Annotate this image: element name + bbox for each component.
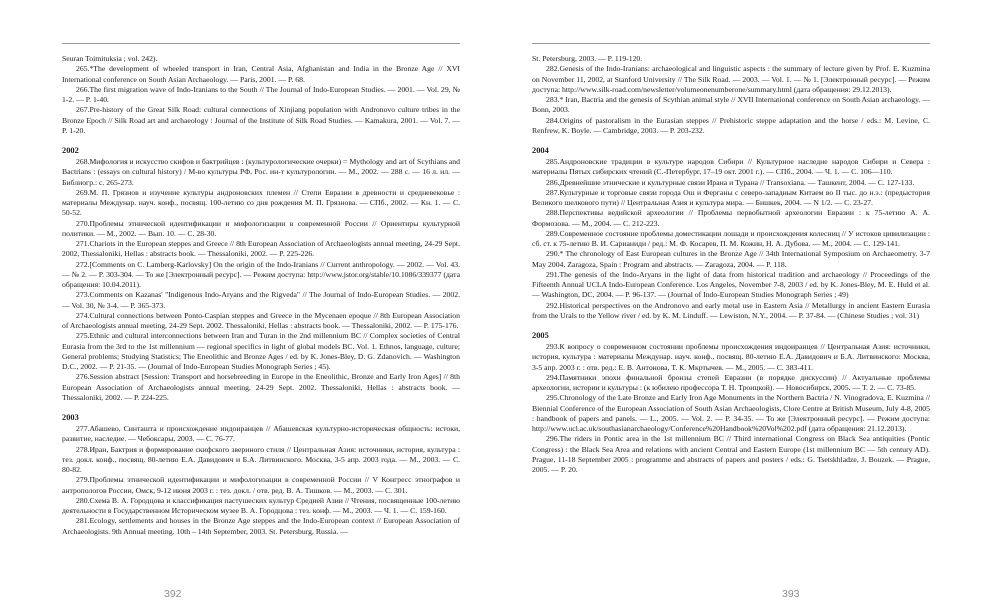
bibliography-entry: 273.Comments on Kazanas' "Indigenous Indo-Aryans and the Rigveda" // The Journal of Indo-European Studies. — 2002. — Vol. 30, № 3-4. — P. 365-373. (62, 290, 460, 310)
bibliography-entry: 290.* The chronology of East European cultures in the Bronze Age // 34th International Symposium on Archaeometry. 3-7 May 2004, Zaragoza, Spain : Program and abstracts. — Zaragoza, 2004. — P. 118. (532, 249, 930, 269)
bibliography-entry: 278.Иран, Бактрия и формирование скифского звериного стиля // Центральная Азия: источники, история, культура : тез. докл. конф., посвящ. 80-летию Е.А. Давидович и Б.А. Литвинского. Москва, 3-5 апр. 2003 года. — М., 2003. — С. 80-82. (62, 444, 460, 474)
bibliography-entry: 281.Ecology, settlements and houses in the Bronze Age steppes and the Indo-European context // European Association of Archaeologists. 9th Annual meeting. 10th – 14th September, 2003. St. Petersburg, Russia. — (62, 516, 460, 536)
bibliography-entry: 295.Chronology of the Late Bronze and Early Iron Age Monuments in the Northern Bactria / N. Vinogradova, E. Kuzmina // Biennial Conference of the European Association of South Asian Archaeologists, Clore Centre at British Museum, July 4-8, 2005 : handbook of papers and panels. — L., 2005. — Vol. 2. — P. 34-35. — То же [Электронный ресурс]. — Режим доступа: http://www.ucl.ac.uk/southasianarchaeology/Conference%20Handbook%20Vol%202.pdf (дата обращения: 21.12.2013). (532, 393, 930, 433)
bibliography-column (62, 54, 460, 537)
bibliography-entry: 292.Historical perspectives on the Andronovo and early metal use in Eastern Asia // Metallurgy in ancient Eastern Eurasia from the Urals to the Yellow river / ed. by K. M. Linduff. — Lewiston, N.Y., 2004. — P. 37-84. — (Chinese Studies ; vol. 31) (532, 300, 930, 320)
bibliography-entry: 270.Проблемы этнической идентификации и мифологизации в современной России // Ориентиры культурной политики. — М., 2002. — Вып. 10. — С. 28-30. (62, 218, 460, 238)
bibliography-entry: 265.*The development of wheeled transport in Iran, Central Asia, Afghanistan and India in the Bronze Age // XVI International conference on South Asian Archaeology. — Paris, 2001. — P. 68. (62, 64, 460, 84)
year-heading: 2003 (62, 413, 79, 422)
header-rule (62, 43, 460, 44)
year-heading: 2004 (532, 146, 549, 155)
bibliography-entry: 280.Схема В. А. Городцова и классификация пастушеских культур Средней Азии // Чтения, посвященные 100-летию деятельности в Государственном Историческом музее В. А. Городцова : тез. конф. — М., 2003. — Ч. 1. — С. 159-160. (62, 495, 460, 515)
bibliography-entry: 268.Мифология и искусство скифов и бактрийцев : (культурологические очерки) = Mythology and art of Scythians and Bactrians : (essays on cultural history) / М-во культуры РФ, Рос. ин-т культурологии. — М., 2002. — 288 с. — 16 л. ил. — Библиогр.: с. 265-273. (62, 157, 460, 187)
bibliography-entry: 276.Session abstract [Session: Transport and horsebreeding in Europe in the Eneolithic, Bronze and Early Iron Ages] // 8th European Association of Archaeologists annual meeting, 24-29 Sept. 2002. Thessaloniki, Hellas : abstracts book. — Thessaloniki, 2002. — P. 224-225. (62, 372, 460, 402)
continued-entry: Seuran Toimituksia ; vol. 242). (62, 54, 158, 63)
bibliography-entry: 291.The genesis of the Indo-Aryans in the light of data from historical tradition and archaeology // Proceedings of the Fifteenth Annual UCLA Indo-European Conference. Los Angeles, November 7-8, 2003 / ed. by K. Jones-Bley, M. E. Huld et al. — Washington, DC, 2004. — P. 96-137. — (Journal of Indo-European Studies Monograph Series ; 49) (532, 269, 930, 300)
bibliography-entry: 272.[Comments on C. Lamberg-Karlovsky] On the origin of the Indo-Iranians // Current anthropology. — 2002. — Vol. 43. — № 2. — P. 303-304. — То же [Электронный ресурс]. — Режим доступа: http://www.jstor.org/stable/10.1086/339377 (дата обращения: 10.04.2011). (62, 259, 460, 289)
bibliography-entry: 277.Абашево, Синташта и происхождение индоиранцев // Абашевская культурно-историческая общность: истоки, развитие, наследие. — Чебоксары, 2003. — С. 76-77. (62, 424, 460, 444)
continued-entry: St. Petersburg, 2003. — P. 119-120. (532, 54, 643, 63)
bibliography-entry: 275.Ethnic and cultural interconnections between Iran and Turan in the 2nd millennium BC // Complex societies of Central Eurasia from the 3rd to the 1st millennium — regional specifics in light of global models BC. Vol. 1. Ethnos, language, culture; General problems; Studying Statistics; The Eneolithic and Bronze Ages / ed. by K. Jones-Bley, D. G. Zdanovich. — Washington D.C., 2002. — P. 21-35. — (Journal of Indo-European Studies Monograph Series ; 45). (62, 331, 460, 371)
bibliography-entry: 267.Pre-history of the Great Silk Road: cultural connections of Xinjiang population with Andronovo culture tribes in the Bronze Epoch // Silk Road art and archaeology : Journal of the Institute of Silk Road Studies. — Kamakura, 2001. — Vol. 7. — P. 1-20. (62, 105, 460, 135)
year-heading: 2005 (532, 331, 549, 340)
year-heading: 2002 (62, 146, 79, 155)
header-rule (532, 43, 930, 44)
bibliography-entry: 288.Перспективы ведийской археологии // Проблемы первобытной археологии Евразии : к 75-летию А. А. Формозова. — М., 2004. — С. 212-223. (532, 208, 930, 228)
bibliography-entry: 284.Origins of pastoralism in the Eurasian steppes // Prehistoric steppe adaptation and the horse / eds.: M. Levine, C. Renfrew, K. Boyle. — Cambridge, 2003. — P. 203-232. (532, 115, 930, 135)
left-page (0, 0, 495, 614)
bibliography-entry: 286.Древнейшие этнические и культурные связи Ирана и Турана // Transoxiana. — Ташкент, 2004. — С. 127-133. (546, 177, 915, 187)
bibliography-entry: 271.Chariots in the European steppes and Greece // 8th European Association of Archaeologists annual meeting, 24-29 Sept. 2002, Thessaloniki, Hellas : abstracts book. — Thessaloniki, 2002. — P. 225-226. (62, 239, 460, 259)
bibliography-entry: 293.К вопросу о современном состоянии проблемы происхождения индоиранцев // Центральная Азия: источники, история, культура : материалы Междунар. науч. конф., посвящ. 80-летию Е.А. Давидович и Б.А. Литвинского: Москва, 3-5 апр. 2003 г. : отв. ред.: Е. В. Антонова, Т. К. Мкртычев. — М., 2005. — С. 383-411. (532, 342, 930, 372)
bibliography-entry: 294.Памятники эпохи финальной бронзы степей Евразии (в порядке дискуссии) // Актуальные проблемы археологии, истории и культуры : (к юбилею профессора Т. Н. Троицкой). — Новосибирск, 2005. — Т. 2. — С. 73-85. (532, 372, 930, 392)
page-number: 393 (782, 588, 800, 600)
bibliography-entry: 282.Genesis of the Indo-Iranians: archaeological and linguistic aspects : the summary of lecture given by Prof. E. Kuzmina on November 11, 2002, at Stanford University // The Silk Road. — 2003. — Vol. 1. — № 1. [Электронный ресурс]. — Режим доступа: http://www.silk-road.com/newsletter/volumeonenumberone/summary.html (дата обращения: 29.12.2013). (532, 64, 930, 94)
page-number: 392 (164, 588, 182, 600)
bibliography-entry: 283.* Iran, Bactria and the genesis of Scythian animal style // XVII International conference on South Asian archaeology. — Bonn, 2003. (532, 95, 930, 115)
bibliography-entry: 274.Cultural connections between Ponto-Caspian steppes and Greece in the Mycenaen epoque // 8th European Association of Archaeologists annual meeting, 24-29 Sept. 2002. Thessaloniki, Hellas : abstracts book. — Thessaloniki, 2002. — P. 175-176. (62, 310, 460, 330)
bibliography-entry: 289.Современное состояние проблемы доместикации лошади и происхождения колесниц // У истоков цивилизации : сб. ст. к 75-летию В. И. Сарианиди / ред.: М. Ф. Косарев, П. М. Кожин, Н. А. Дубова. — М., 2004. — С. 129-141. (532, 228, 930, 248)
bibliography-entry: 269.М. П. Грязнов и изучение культуры андроновских племен // Степи Евразии в древности и средневековье : материалы Междунар. науч. конф., посвящ. 100-летию со дня рождения М. П. Грязнова. — СПб., 2002. — Кн. 1. — С. 50-52. (62, 187, 460, 218)
right-page (496, 0, 991, 614)
bibliography-column (532, 54, 930, 475)
bibliography-entry: 285.Андроновские традиции в культуре народов Сибири // Культурное наследие народов Сибири и Севера : материалы Пятых сибирских чтений (С.-Петербург, 17–19 окт. 2001 г.). — СПб., 2004. — Ч. 1. — С. 106—110. (532, 157, 930, 177)
bibliography-entry: 279.Проблемы этнической идентификации и мифологизации в современной России // V Конгресс этнографов и антропологов России, Омск, 9-12 июня 2003 г. : тез. докл. / отв. ред. В. А. Тишков. — М., 2003. — С. 301. (62, 475, 460, 495)
bibliography-entry: 296.The riders in Pontic area in the 1st millennium BC // Third international Congress on Black Sea antiquities (Pontic Congress) : the Black Sea Area and relations with ancient Central and Eastern Europe (1st millennium BC — 5th century AD). Prague, 11-18 September 2005 : programme and abstracts of papers and posters / eds.: G. Tsetskhladze, J. Bouzek. — Prague, 2005. — P. 20. (532, 434, 930, 474)
bibliography-entry: 266.The first migration wave of Indo-Iranians to the South // The Journal of Indo-European Studies. — 2001. — Vol. 29, № 1-2. — P. 1-40. (62, 84, 460, 104)
bibliography-entry: 287.Культурные и торговые связи города Ош и Ферганы с северо-западным Китаем во II тыс. до н.э.: (предыстория Великого шелкового пути) // Центральная Азия и культура мира. — Бишкек, 2004. — N 1/2. — С. 23-27. (532, 187, 930, 207)
